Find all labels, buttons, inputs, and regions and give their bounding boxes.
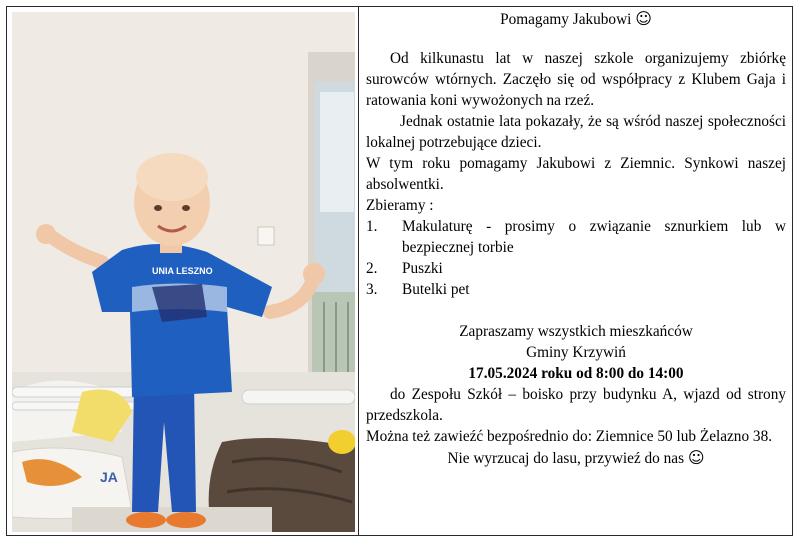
smile-icon: ☺ <box>635 9 652 28</box>
invite-line: Zapraszamy wszystkich mieszkańców <box>459 323 693 340</box>
smile-icon: ☺ <box>687 448 705 467</box>
closing-line <box>366 447 786 469</box>
list-item <box>366 258 786 279</box>
list-text: Puszki <box>402 260 443 277</box>
boy-photo <box>12 12 355 532</box>
event-date: 17.05.2024 roku od 8:00 do 14:00 <box>468 365 684 382</box>
need-paragraph: Jednak ostatnie lata pokazały, że są wśród naszej społeczności lokalnej potrzebujące dzieci. <box>366 113 786 151</box>
list-text: Butelki pet <box>402 281 470 298</box>
announcement-text <box>366 8 786 469</box>
pillow-text: JA <box>100 469 118 485</box>
list-number: 2. <box>366 260 378 277</box>
list-number: 1. <box>366 218 378 235</box>
title-text: Pomagamy Jakubowi <box>500 11 632 28</box>
invite-line: Gminy Krzywiń <box>526 344 626 361</box>
photo-illustration <box>12 12 355 532</box>
shirt-text: UNIA LESZNO <box>152 266 213 276</box>
list-item <box>366 216 786 258</box>
this-year-paragraph: W tym roku pomagamy Jakubowi z Ziemnic. Synkowi naszej absolwentki. <box>366 155 786 193</box>
collecting-heading: Zbieramy : <box>366 197 434 214</box>
list-item <box>366 279 786 300</box>
location-paragraph: do Zespołu Szkół – boisko przy budynku A, wjazd od strony przedszkola. <box>366 386 786 424</box>
direct-paragraph: Można też zawieźć bezpośrednio do: Ziemnice 50 lub Żelazno 38. <box>366 428 773 445</box>
intro-paragraph: Od kilkunastu lat w naszej szkole organizujemy zbiórkę surowców wtórnych. Zaczęło się od współpracy z Klubem Gaja i ratowania koni wywożonych na rzeź. <box>366 50 786 109</box>
list-number: 3. <box>366 281 378 298</box>
page-title <box>366 8 786 30</box>
column-divider <box>358 6 359 536</box>
list-text: Makulaturę - prosimy o związanie sznurkiem lub w bezpiecznej torbie <box>402 218 786 256</box>
closing-text: Nie wyrzucaj do lasu, przywieź do nas <box>447 450 685 467</box>
